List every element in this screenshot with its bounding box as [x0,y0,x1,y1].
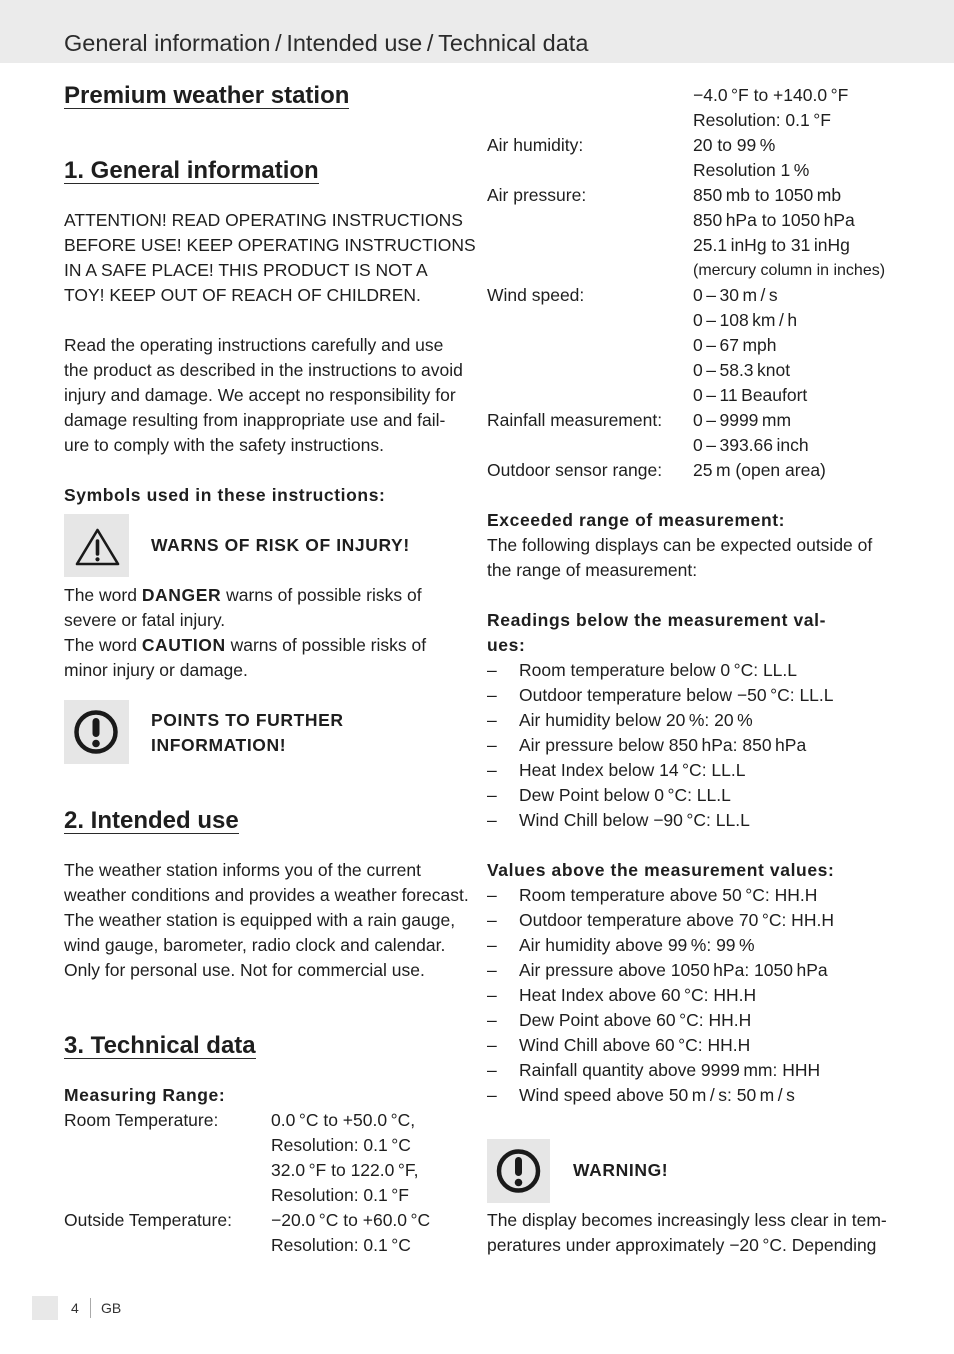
exceeded-range-line: The following displays can be expected outside of [487,534,873,555]
page-header-bar [0,0,954,63]
air-pressure-value: 850 hPa to 1050 hPa [693,209,855,230]
above-list-item: Dew Point above 60 °C: HH.H [519,1009,752,1030]
attention-line: BEFORE USE! KEEP OPERATING INSTRUCTIONS [64,234,476,255]
wind-speed-label: Wind speed: [487,284,585,305]
rainfall-label: Rainfall measurement: [487,409,663,430]
caution-explanation-line [64,633,426,658]
wind-speed-value: 0 – 58.3 knot [693,359,791,380]
info-label-line: POINTS TO FURTHER [151,709,344,730]
air-humidity-label: Air humidity: [487,134,584,155]
read-instructions-line: ure to comply with the safety instructions. [64,434,384,455]
above-list-item: Rainfall quantity above 9999 mm: HHH [519,1059,821,1080]
symbols-heading: Symbols used in these instructions: [64,484,386,505]
rainfall-value: 0 – 393.66 inch [693,434,809,455]
list-bullet: – [487,1034,497,1055]
outside-temperature-label: Outside Temperature: [64,1209,232,1230]
air-humidity-value: Resolution 1 % [693,159,810,180]
below-list-item: Air humidity below 20 %: 20 % [519,709,753,730]
list-bullet: – [487,1059,497,1080]
outside-temperature-value: Resolution: 0.1 °C [271,1234,411,1255]
air-pressure-value: 850 mb to 1050 mb [693,184,842,205]
exclamation-dot [95,557,99,561]
air-humidity-value: 20 to 99 % [693,134,776,155]
general-information-heading: 1. General information [64,156,319,184]
warning-exclamation-icon [487,1139,550,1203]
intended-use-line: wind gauge, barometer, radio clock and calendar. [64,934,446,955]
danger-keyword: DANGER [141,584,222,605]
caution-explanation-line2: minor injury or damage. [64,659,248,680]
sensor-range-label: Outdoor sensor range: [487,459,663,480]
footer-divider [90,1298,91,1318]
list-bullet: – [487,909,497,930]
exceeded-range-line: the range of measurement: [487,559,698,580]
above-list-item: Wind Chill above 60 °C: HH.H [519,1034,751,1055]
info-symbol-box [64,700,129,764]
list-bullet: – [487,784,497,805]
exclamation-dot [515,1179,523,1187]
readings-below-heading: ues: [487,634,526,655]
list-bullet: – [487,659,497,680]
wind-speed-value: 0 – 11 Beaufort [693,384,808,405]
page-number: 4 [71,1300,79,1316]
list-bullet: – [487,959,497,980]
list-bullet: – [487,1009,497,1030]
caution-prefix: The word [64,634,142,655]
list-bullet: – [487,684,497,705]
warn-risk-label: WARNS OF RISK OF INJURY! [151,534,410,555]
room-temperature-value: Resolution: 0.1 °C [271,1134,411,1155]
caution-suffix: warns of possible risks of [225,634,427,655]
room-temperature-value: 32.0 °F to 122.0 °F, [271,1159,419,1180]
read-instructions-line: Read the operating instructions carefully and use [64,334,444,355]
list-bullet: – [487,809,497,830]
room-temperature-label: Room Temperature: [64,1109,219,1130]
list-bullet: – [487,884,497,905]
intended-use-line: weather conditions and provides a weather forecast. [64,884,469,905]
warning-symbol-box [64,514,129,577]
exclamation-stroke [93,718,100,737]
read-instructions-line: damage resulting from inappropriate use and fail- [64,409,446,430]
air-pressure-label: Air pressure: [487,184,587,205]
intended-use-line: Only for personal use. Not for commercial use. [64,959,425,980]
above-list-item: Outdoor temperature above 70 °C: HH.H [519,909,834,930]
read-instructions-line: the product as described in the instructions to avoid [64,359,463,380]
language-code: GB [101,1300,122,1316]
below-list-item: Heat Index below 14 °C: LL.L [519,759,746,780]
wind-speed-value: 0 – 108 km / h [693,309,798,330]
read-instructions-line: injury and damage. We accept no responsibility for [64,384,456,405]
warning-label: WARNING! [573,1159,669,1180]
above-list-item: Room temperature above 50 °C: HH.H [519,884,818,905]
exceeded-range-heading: Exceeded range of measurement: [487,509,786,530]
warning-text-line: peratures under approximately −20 °C. Depending [487,1234,877,1255]
warning-triangle-icon [64,514,129,577]
room-temperature-value: Resolution: 0.1 °F [271,1184,409,1205]
below-list-item: Room temperature below 0 °C: LL.L [519,659,798,680]
danger-explanation-line [64,583,422,608]
above-list-item: Wind speed above 50 m / s: 50 m / s [519,1084,795,1105]
attention-line: TOY! KEEP OUT OF REACH OF CHILDREN. [64,284,421,305]
danger-prefix: The word [64,584,142,605]
list-bullet: – [487,759,497,780]
list-bullet: – [487,709,497,730]
list-bullet: – [487,934,497,955]
product-title: Premium weather station [64,81,350,109]
technical-data-heading: 3. Technical data [64,1031,256,1059]
attention-line: IN A SAFE PLACE! THIS PRODUCT IS NOT A [64,259,428,280]
room-temperature-value: 0.0 °C to +50.0 °C, [271,1109,416,1130]
below-list-item: Dew Point below 0 °C: LL.L [519,784,731,805]
danger-suffix: warns of possible risks of [221,584,422,605]
exclamation-stroke [515,1157,522,1176]
readings-below-heading: Readings below the measurement val- [487,609,827,630]
values-above-heading: Values above the measurement values: [487,859,835,880]
warning-symbol-box [487,1139,550,1203]
info-label-line: INFORMATION! [151,734,287,755]
intended-use-line: The weather station informs you of the current [64,859,421,880]
info-exclamation-icon [64,700,129,764]
danger-explanation-line2: severe or fatal injury. [64,609,226,630]
sensor-range-value: 25 m (open area) [693,459,826,480]
outside-temperature-value: −4.0 °F to +140.0 °F [693,84,849,105]
list-bullet: – [487,984,497,1005]
above-list-item: Air pressure above 1050 hPa: 1050 hPa [519,959,828,980]
footer-marker-box [32,1296,58,1320]
caution-keyword: CAUTION [141,634,226,655]
list-bullet: – [487,734,497,755]
attention-line: ATTENTION! READ OPERATING INSTRUCTIONS [64,209,463,230]
above-list-item: Air humidity above 99 %: 99 % [519,934,755,955]
list-bullet: – [487,1084,497,1105]
below-list-item: Air pressure below 850 hPa: 850 hPa [519,734,807,755]
page-header-title: General information / Intended use / Technical data [64,30,589,56]
air-pressure-value: 25.1 inHg to 31 inHg [693,234,850,255]
measuring-range-label: Measuring Range: [64,1084,226,1105]
above-list-item: Heat Index above 60 °C: HH.H [519,984,757,1005]
exclamation-dot [92,740,100,748]
outside-temperature-value: Resolution: 0.1 °F [693,109,831,130]
below-list-item: Outdoor temperature below −50 °C: LL.L [519,684,834,705]
air-pressure-note: (mercury column in inches) [693,261,886,279]
wind-speed-value: 0 – 67 mph [693,334,777,355]
wind-speed-value: 0 – 30 m / s [693,284,778,305]
rainfall-value: 0 – 9999 mm [693,409,792,430]
intended-use-line: The weather station is equipped with a rain gauge, [64,909,456,930]
below-list-item: Wind Chill below −90 °C: LL.L [519,809,750,830]
outside-temperature-value: −20.0 °C to +60.0 °C [271,1209,431,1230]
intended-use-heading: 2. Intended use [64,806,239,834]
warning-text-line: The display becomes increasingly less clear in tem- [487,1209,887,1230]
